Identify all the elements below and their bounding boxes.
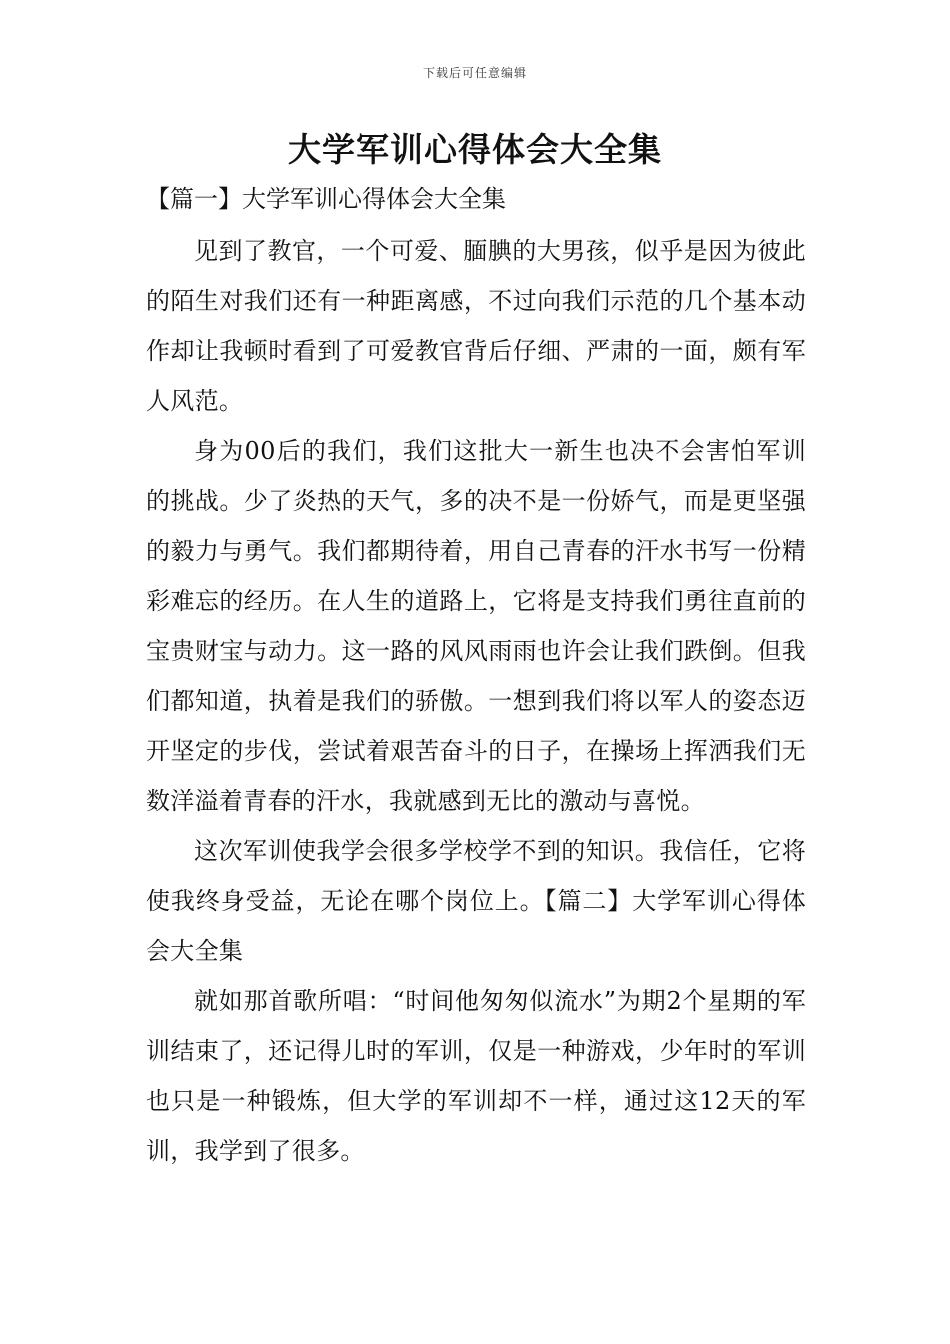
paragraph: 身为00后的我们，我们这批大一新生也决不会害怕军训的挑战。少了炎热的天气，多的决不是一份娇气，而是更坚强的毅力与勇气。我们都期待着，用自己青春的汗水书写一份精彩难忘的经历。在人生的道路上，它将是支持我们勇往直前的宝贵财宝与动力。这一路的风风雨雨也许会让我们跌倒。但我们都知道，执着是我们的骄傲。一想到我们将以军人的姿态迈开坚定的步伐，尝试着艰苦奋斗的日子，在操场上挥洒我们无数洋溢着青春的汗水，我就感到无比的激动与喜悦。 (146, 437, 806, 815)
document-body (146, 178, 806, 1176)
paragraph: 见到了教官，一个可爱、腼腆的大男孩，似乎是因为彼此的陌生对我们还有一种距离感，不过向我们示范的几个基本动作却让我顿时看到了可爱教官背后仔细、严肃的一面，颇有军人风范。 (146, 237, 806, 415)
document-title: 大学军训心得体会大全集 (288, 130, 662, 169)
paragraph: 就如那首歌所唱：“时间他匆匆似流水”为期2个星期的军训结束了，还记得儿时的军训，仅是一种游戏，少年时的军训也只是一种锻炼，但大学的军训却不一样，通过这12天的军训，我学到了很多。 (146, 987, 806, 1165)
section-heading: 【篇一】大学军训心得体会大全集 (146, 185, 506, 213)
paragraph: 这次军训使我学会很多学校学不到的知识。我信任，它将使我终身受益，无论在哪个岗位上。【篇二】大学军训心得体会大全集 (146, 837, 806, 965)
header-note: 下载后可任意编辑 (422, 66, 527, 80)
